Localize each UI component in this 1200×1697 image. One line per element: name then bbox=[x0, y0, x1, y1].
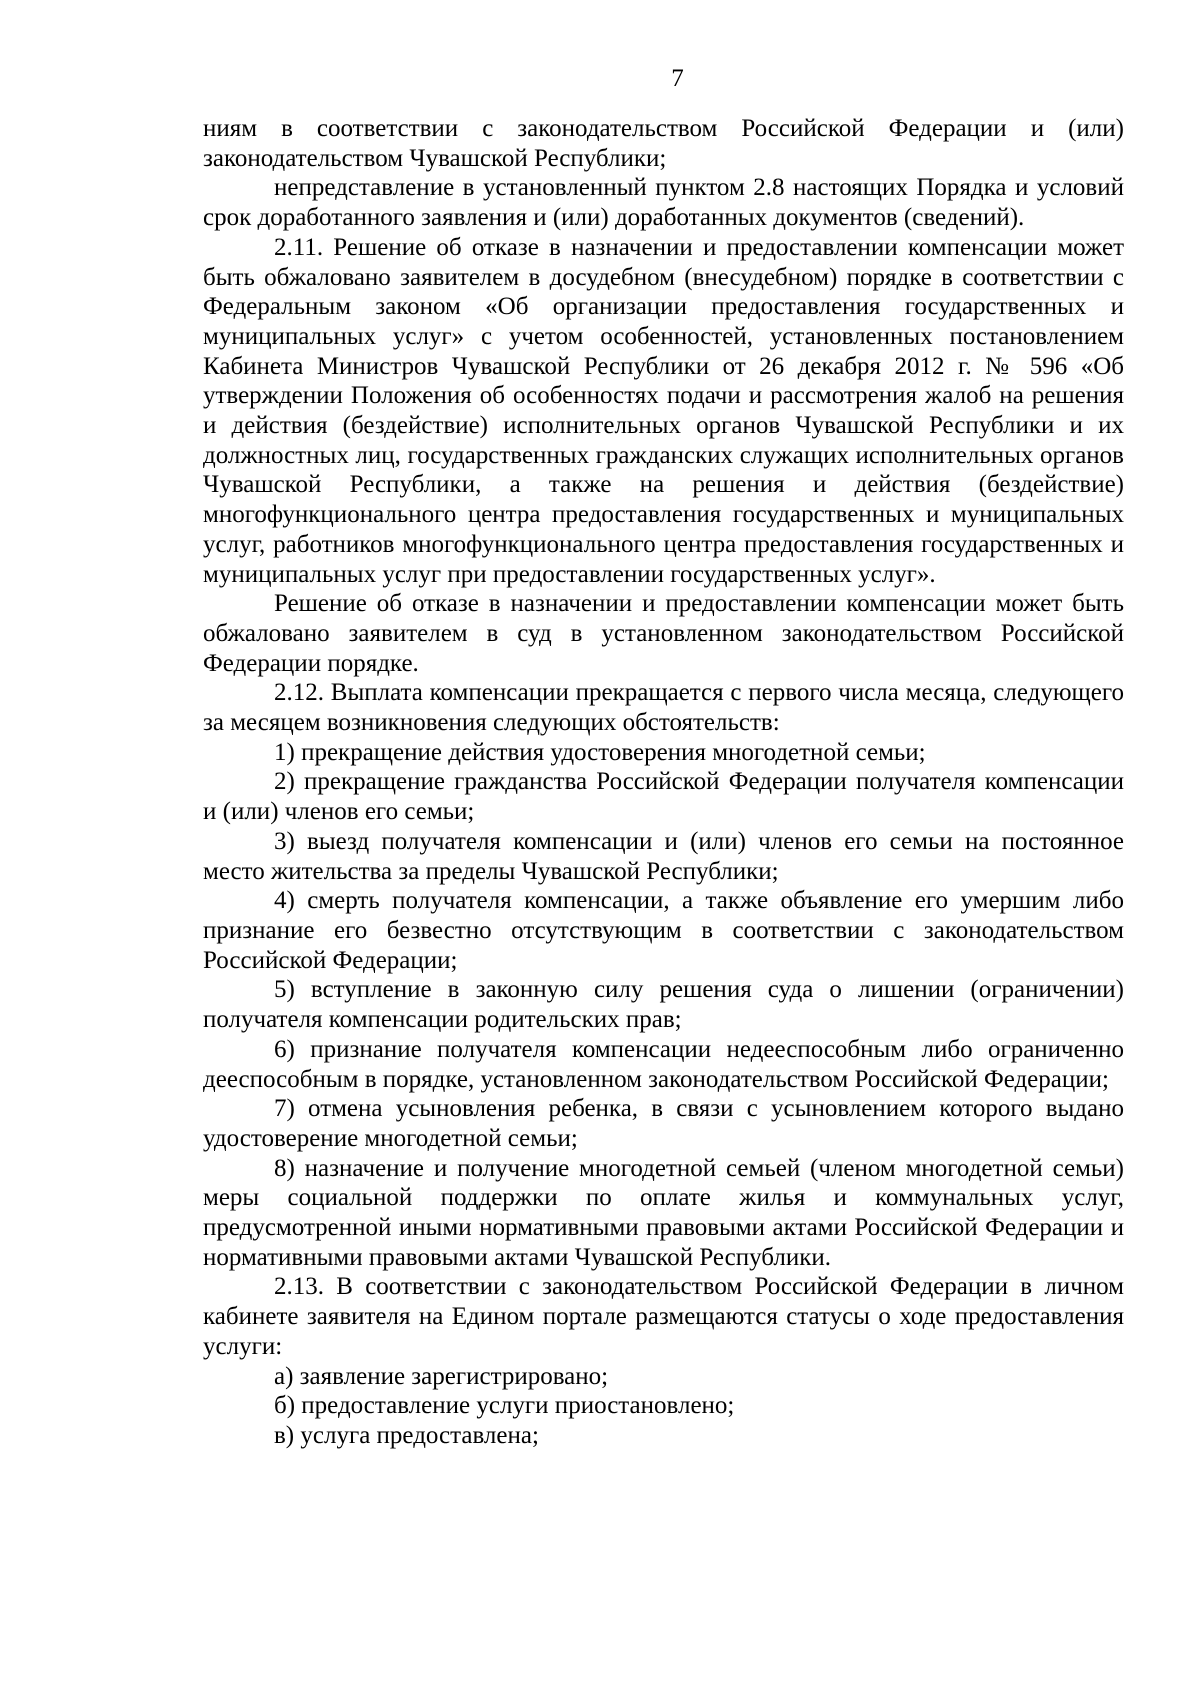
paragraph: 2.13. В соответствии с законодательством Российской Федерации в личном кабинете заявителя на Едином портале размещаются статусы о ходе предоставления услуги: bbox=[203, 1273, 1124, 1360]
paragraph: ниям в соответствии с законодательством Российской Федерации и (или) законодательством Чувашской Республики; bbox=[203, 115, 1124, 172]
list-item: 8) назначение и получение многодетной семьей (членом многодетной семьи) меры социальной поддержки по оплате жилья и коммунальных услуг, предусмотренной иными нормативными правовыми актами Российской Федерации и нормативными правовыми актами Чувашской Республики. bbox=[203, 1154, 1124, 1271]
list-item: 7) отмена усыновления ребенка, в связи с усыновлением которого выдано удостоверение многодетной семьи; bbox=[203, 1095, 1124, 1152]
list-item: 5) вступление в законную силу решения суда о лишении (ограничении) получателя компенсации родительских прав; bbox=[203, 976, 1124, 1034]
list-item: 2) прекращение гражданства Российской Федерации получателя компенсации и (или) членов его семьи; bbox=[203, 768, 1124, 826]
paragraph: Решение об отказе в назначении и предоставлении компенсации может быть обжаловано заявителем в суд в установленном законодательством Российской Федерации порядке. bbox=[203, 590, 1124, 677]
paragraph: 2.11. Решение об отказе в назначении и предоставлении компенсации может быть обжаловано заявителем в досудебном (внесудебном) порядке в соответствии с Федеральным законом «Об организации предоставления государственных и муниципальных услуг» с учетом особенностей, установленных постановлением Кабинета Министров Чувашской Республики от 26 декабря 2012 г. № 596 «Об утверждении Положения об особенностях подачи и рассмотрения жалоб на решения и действия (бездействие) исполнительных органов Чувашской Республики и их должностных лиц, государственных гражданских служащих исполнительных органов Чувашской Республики, а также на решения и действия (бездействие) многофункционального центра предоставления государственных и муниципальных услуг, работников многофункционального центра предоставления государственных и муниципальных услуг при предоставлении государственных услуг». bbox=[203, 233, 1124, 588]
page-number: 7 bbox=[671, 65, 684, 92]
document-body bbox=[203, 114, 1124, 1451]
list-item: 4) смерть получателя компенсации, а также объявление его умершим либо признание его безвестно отсутствующим в соответствии с законодательством Российской Федерации; bbox=[203, 887, 1124, 974]
paragraph: 2.12. Выплата компенсации прекращается с первого числа месяца, следующего за месяцем возникновения следующих обстоятельств: bbox=[203, 679, 1124, 737]
paragraph: непредставление в установленный пунктом 2.8 настоящих Порядка и условий срок доработанного заявления и (или) доработанных документов (сведений). bbox=[203, 174, 1124, 232]
list-item: 3) выезд получателя компенсации и (или) членов его семьи на постоянное место жительства за пределы Чувашской Республики; bbox=[203, 827, 1124, 885]
list-item: а) заявление зарегистрировано; bbox=[274, 1362, 609, 1390]
list-item: 1) прекращение действия удостоверения многодетной семьи; bbox=[274, 738, 926, 766]
list-item: в) услуга предоставлена; bbox=[274, 1421, 539, 1449]
list-item: 6) признание получателя компенсации недееспособным либо ограниченно дееспособным в порядке, установленном законодательством Российской Федерации; bbox=[203, 1035, 1124, 1093]
list-item: б) предоставление услуги приостановлено; bbox=[274, 1392, 735, 1420]
document-page bbox=[203, 64, 1124, 1451]
